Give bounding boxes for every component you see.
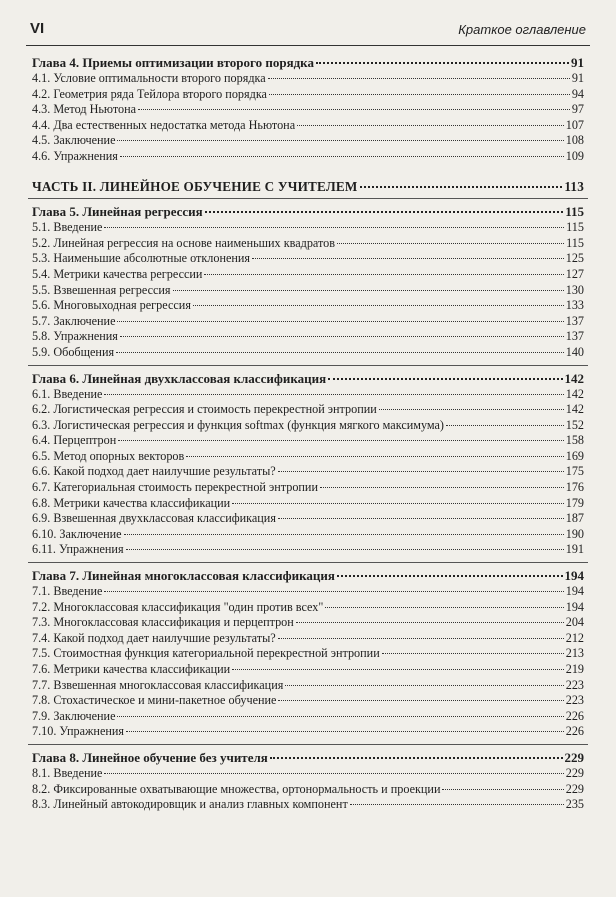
toc-section[interactable] bbox=[32, 542, 584, 558]
toc-section-title: 6.6. Какой подход дает наилучшие результаты? bbox=[32, 464, 276, 479]
toc-section-title: 4.1. Условие оптимальности второго порядка bbox=[32, 71, 266, 85]
toc-section-title: 7.5. Стоимостная функция категориальной перекрестной энтропии bbox=[32, 646, 380, 661]
toc-chapter-title: Глава 8. Линейное обучение без учителя bbox=[32, 749, 268, 765]
dot-leader bbox=[316, 62, 569, 64]
toc-section-page: 109 bbox=[565, 148, 584, 163]
header-rule bbox=[26, 45, 590, 46]
toc-section[interactable] bbox=[32, 527, 584, 543]
running-head: Краткое оглавление bbox=[458, 22, 586, 37]
dot-leader bbox=[138, 109, 570, 110]
toc-section-title: 7.1. Введение bbox=[32, 584, 103, 599]
dot-leader bbox=[270, 757, 563, 759]
toc-section-page: 229 bbox=[565, 765, 584, 780]
dot-leader bbox=[360, 186, 563, 188]
chapter-block bbox=[32, 749, 584, 813]
toc-section[interactable] bbox=[32, 584, 584, 600]
toc-section[interactable] bbox=[32, 449, 584, 465]
dot-leader bbox=[116, 352, 564, 353]
toc-section-page: 158 bbox=[565, 433, 584, 448]
dot-leader bbox=[186, 456, 563, 457]
toc-section-title: 4.3. Метод Ньютона bbox=[32, 102, 137, 117]
toc-section[interactable] bbox=[32, 631, 584, 647]
toc-section[interactable] bbox=[32, 283, 584, 299]
toc-section[interactable] bbox=[32, 678, 584, 694]
toc-section[interactable] bbox=[32, 387, 584, 403]
toc-section-title: 7.2. Многоклассовая классификация "один против всех" bbox=[32, 599, 324, 614]
toc-chapter-page: 142 bbox=[564, 370, 584, 386]
toc-section[interactable] bbox=[32, 118, 584, 134]
toc-section[interactable] bbox=[32, 345, 584, 361]
toc-section-page: 91 bbox=[571, 71, 584, 85]
toc-section-page: 127 bbox=[565, 266, 584, 281]
dot-leader bbox=[117, 140, 563, 141]
toc-section[interactable] bbox=[32, 724, 584, 740]
table-of-contents bbox=[32, 54, 584, 813]
toc-section[interactable] bbox=[32, 220, 584, 236]
dot-leader bbox=[104, 773, 563, 774]
toc-section-page: 190 bbox=[565, 526, 584, 541]
toc-section-page: 223 bbox=[565, 677, 584, 692]
toc-chapter-page: 91 bbox=[571, 55, 584, 70]
toc-part-title: ЧАСТЬ II. ЛИНЕЙНОЕ ОБУЧЕНИЕ С УЧИТЕЛЕМ bbox=[32, 178, 358, 194]
toc-section-title: 5.5. Взвешенная регрессия bbox=[32, 282, 171, 297]
toc-section-title: 5.1. Введение bbox=[32, 220, 103, 235]
toc-section[interactable] bbox=[32, 433, 584, 449]
dot-leader bbox=[337, 575, 563, 577]
toc-section[interactable] bbox=[32, 267, 584, 283]
dot-leader bbox=[120, 156, 564, 157]
toc-section-page: 137 bbox=[565, 313, 584, 328]
chapter-block bbox=[32, 567, 584, 740]
toc-section-page: 137 bbox=[565, 329, 584, 344]
toc-section[interactable] bbox=[32, 402, 584, 418]
toc-section-page: 107 bbox=[565, 117, 584, 132]
dot-leader bbox=[126, 549, 564, 550]
dot-leader bbox=[118, 440, 563, 441]
toc-section[interactable] bbox=[32, 102, 584, 118]
toc-chapter[interactable] bbox=[32, 370, 584, 387]
toc-section[interactable] bbox=[32, 615, 584, 631]
toc-section-title: 5.7. Заключение bbox=[32, 313, 116, 328]
toc-section-title: 7.6. Метрики качества классификации bbox=[32, 662, 231, 676]
toc-section[interactable] bbox=[32, 149, 584, 165]
toc-section[interactable] bbox=[32, 133, 584, 149]
toc-section-title: 8.1. Введение bbox=[32, 765, 103, 780]
toc-section[interactable] bbox=[32, 329, 584, 345]
toc-chapter-title: Глава 7. Линейная многоклассовая классификация bbox=[32, 568, 335, 584]
dot-leader bbox=[379, 409, 564, 410]
toc-section-page: 94 bbox=[571, 86, 584, 101]
toc-section-title: 7.4. Какой подход дает наилучшие результаты? bbox=[32, 630, 276, 645]
toc-section-title: 7.8. Стохастическое и мини-пакетное обучение bbox=[32, 693, 277, 708]
toc-section-title: 7.10. Упражнения bbox=[32, 724, 125, 739]
toc-section-page: 213 bbox=[565, 646, 584, 661]
toc-section-page: 115 bbox=[566, 235, 584, 250]
dot-leader bbox=[173, 290, 564, 291]
toc-section-page: 169 bbox=[565, 448, 584, 463]
dot-leader bbox=[232, 503, 564, 504]
toc-chapter-page: 229 bbox=[564, 749, 584, 765]
dot-leader bbox=[268, 78, 570, 79]
dot-leader bbox=[337, 243, 564, 244]
toc-section-title: 5.6. Многовыходная регрессия bbox=[32, 298, 191, 313]
toc-section-title: 7.3. Многоклассовая классификация и перцептрон bbox=[32, 615, 294, 630]
toc-section-page: 194 bbox=[565, 584, 584, 599]
toc-section-page: 140 bbox=[565, 344, 584, 359]
toc-section-page: 115 bbox=[566, 220, 584, 235]
toc-section[interactable] bbox=[32, 464, 584, 480]
toc-section-page: 191 bbox=[565, 542, 584, 557]
toc-chapter-page: 115 bbox=[565, 204, 584, 220]
toc-chapter[interactable] bbox=[32, 749, 584, 766]
toc-chapter[interactable] bbox=[32, 203, 584, 220]
toc-section-title: 6.8. Метрики качества классификации bbox=[32, 495, 231, 510]
dot-leader bbox=[104, 394, 563, 395]
toc-section-page: 219 bbox=[565, 662, 584, 676]
dot-leader bbox=[278, 471, 564, 472]
dot-leader bbox=[350, 804, 564, 805]
dot-leader bbox=[278, 518, 564, 519]
toc-section-page: 226 bbox=[565, 708, 584, 723]
toc-section-page: 204 bbox=[565, 615, 584, 630]
toc-section-page: 142 bbox=[565, 402, 584, 417]
toc-section-page: 226 bbox=[565, 724, 584, 739]
dot-leader bbox=[252, 258, 564, 259]
toc-section-title: 6.10. Заключение bbox=[32, 526, 122, 541]
toc-chapter[interactable] bbox=[32, 567, 584, 584]
toc-section-title: 5.8. Упражнения bbox=[32, 329, 118, 344]
dot-leader bbox=[124, 534, 564, 535]
dot-leader bbox=[126, 731, 564, 732]
dot-leader bbox=[297, 125, 564, 126]
toc-section-title: 7.9. Заключение bbox=[32, 708, 116, 723]
toc-section[interactable] bbox=[32, 766, 584, 782]
toc-section[interactable] bbox=[32, 662, 584, 678]
toc-section-title: 5.9. Обобщения bbox=[32, 344, 115, 359]
toc-section[interactable] bbox=[32, 71, 584, 87]
toc-section-title: 6.4. Перцептрон bbox=[32, 433, 117, 448]
dot-leader bbox=[320, 487, 564, 488]
toc-section-page: 130 bbox=[565, 282, 584, 297]
toc-section[interactable] bbox=[32, 314, 584, 330]
dot-leader bbox=[205, 211, 564, 213]
toc-section-page: 187 bbox=[565, 511, 584, 526]
toc-section[interactable] bbox=[32, 496, 584, 512]
toc-section-title: 6.9. Взвешенная двухклассовая классификация bbox=[32, 511, 276, 526]
toc-chapter-title: Глава 6. Линейная двухклассовая классификация bbox=[32, 370, 327, 386]
dot-leader bbox=[442, 789, 563, 790]
dot-leader bbox=[117, 716, 563, 717]
page-number: VI bbox=[30, 20, 45, 37]
toc-section[interactable] bbox=[32, 709, 584, 725]
toc-section-page: 235 bbox=[565, 797, 584, 812]
dot-leader bbox=[446, 425, 564, 426]
dot-leader bbox=[193, 305, 564, 306]
toc-section[interactable] bbox=[32, 693, 584, 709]
dot-leader bbox=[104, 591, 563, 592]
dot-leader bbox=[120, 336, 564, 337]
toc-section-page: 223 bbox=[565, 693, 584, 708]
chapter-block bbox=[32, 203, 584, 360]
dot-leader bbox=[285, 685, 563, 686]
toc-section-page: 212 bbox=[565, 630, 584, 645]
dot-leader bbox=[269, 94, 570, 95]
toc-section-page: 176 bbox=[565, 480, 584, 495]
toc-section-title: 6.2. Логистическая регрессия и стоимость перекрестной энтропии bbox=[32, 402, 377, 417]
dot-leader bbox=[232, 669, 564, 670]
toc-section-title: 6.3. Логистическая регрессия и функция softmax (функция мягкого максимума) bbox=[32, 417, 444, 432]
toc-section-title: 6.11. Упражнения bbox=[32, 542, 124, 557]
toc-section[interactable] bbox=[32, 646, 584, 662]
toc-section-title: 5.2. Линейная регрессия на основе наименьших квадратов bbox=[32, 235, 336, 250]
toc-section-page: 175 bbox=[565, 464, 584, 479]
toc-section-title: 4.6. Упражнения bbox=[32, 148, 118, 163]
toc-section-title: 5.3. Наименьшие абсолютные отклонения bbox=[32, 251, 251, 266]
toc-section-page: 194 bbox=[565, 599, 584, 614]
dot-leader bbox=[204, 274, 563, 275]
toc-chapter-title: Глава 5. Линейная регрессия bbox=[32, 204, 203, 220]
dot-leader bbox=[296, 622, 564, 623]
dot-leader bbox=[278, 638, 564, 639]
toc-section-title: 4.5. Заключение bbox=[32, 133, 116, 148]
toc-section-title: 4.4. Два естественных недостатка метода Ньютона bbox=[32, 117, 296, 132]
dot-leader bbox=[278, 700, 563, 701]
toc-section-page: 179 bbox=[565, 495, 584, 510]
toc-section-title: 5.4. Метрики качества регрессии bbox=[32, 266, 203, 281]
toc-part[interactable] bbox=[32, 179, 584, 195]
toc-section-title: 7.7. Взвешенная многоклассовая классификация bbox=[32, 677, 284, 692]
dot-leader bbox=[117, 321, 563, 322]
toc-section[interactable] bbox=[32, 782, 584, 798]
toc-section-page: 142 bbox=[565, 386, 584, 401]
toc-part-page: 113 bbox=[564, 178, 584, 194]
toc-section[interactable] bbox=[32, 87, 584, 103]
toc-section-title: 8.2. Фиксированные охватывающие множества, ортонормальность и проекции bbox=[32, 781, 441, 796]
toc-section[interactable] bbox=[32, 480, 584, 496]
toc-section-title: 8.3. Линейный автокодировщик и анализ главных компонент bbox=[32, 797, 348, 812]
toc-section-page: 229 bbox=[565, 781, 584, 796]
toc-section-title: 4.2. Геометрия ряда Тейлора второго порядка bbox=[32, 86, 267, 101]
toc-section[interactable] bbox=[32, 600, 584, 616]
toc-section[interactable] bbox=[32, 298, 584, 314]
toc-chapter[interactable] bbox=[32, 54, 584, 71]
toc-chapter-page: 194 bbox=[564, 568, 584, 584]
chapter-block bbox=[32, 54, 584, 165]
toc-section-title: 6.5. Метод опорных векторов bbox=[32, 448, 185, 463]
toc-section[interactable] bbox=[32, 797, 584, 813]
dot-leader bbox=[328, 378, 562, 380]
toc-section[interactable] bbox=[32, 418, 584, 434]
toc-section-page: 125 bbox=[565, 251, 584, 266]
chapter-block bbox=[32, 370, 584, 559]
toc-section-title: 6.7. Категориальная стоимость перекрестной энтропии bbox=[32, 480, 318, 495]
toc-section[interactable] bbox=[32, 251, 584, 267]
toc-section-title: 6.1. Введение bbox=[32, 386, 103, 401]
toc-section-page: 97 bbox=[571, 102, 584, 117]
toc-section[interactable] bbox=[32, 236, 584, 252]
toc-section-page: 152 bbox=[565, 417, 584, 432]
dot-leader bbox=[325, 607, 563, 608]
toc-section-page: 108 bbox=[565, 133, 584, 148]
toc-section[interactable] bbox=[32, 511, 584, 527]
toc-chapter-title: Глава 4. Приемы оптимизации второго порядка bbox=[32, 55, 314, 70]
toc-section-page: 133 bbox=[565, 298, 584, 313]
dot-leader bbox=[382, 653, 564, 654]
dot-leader bbox=[104, 227, 564, 228]
